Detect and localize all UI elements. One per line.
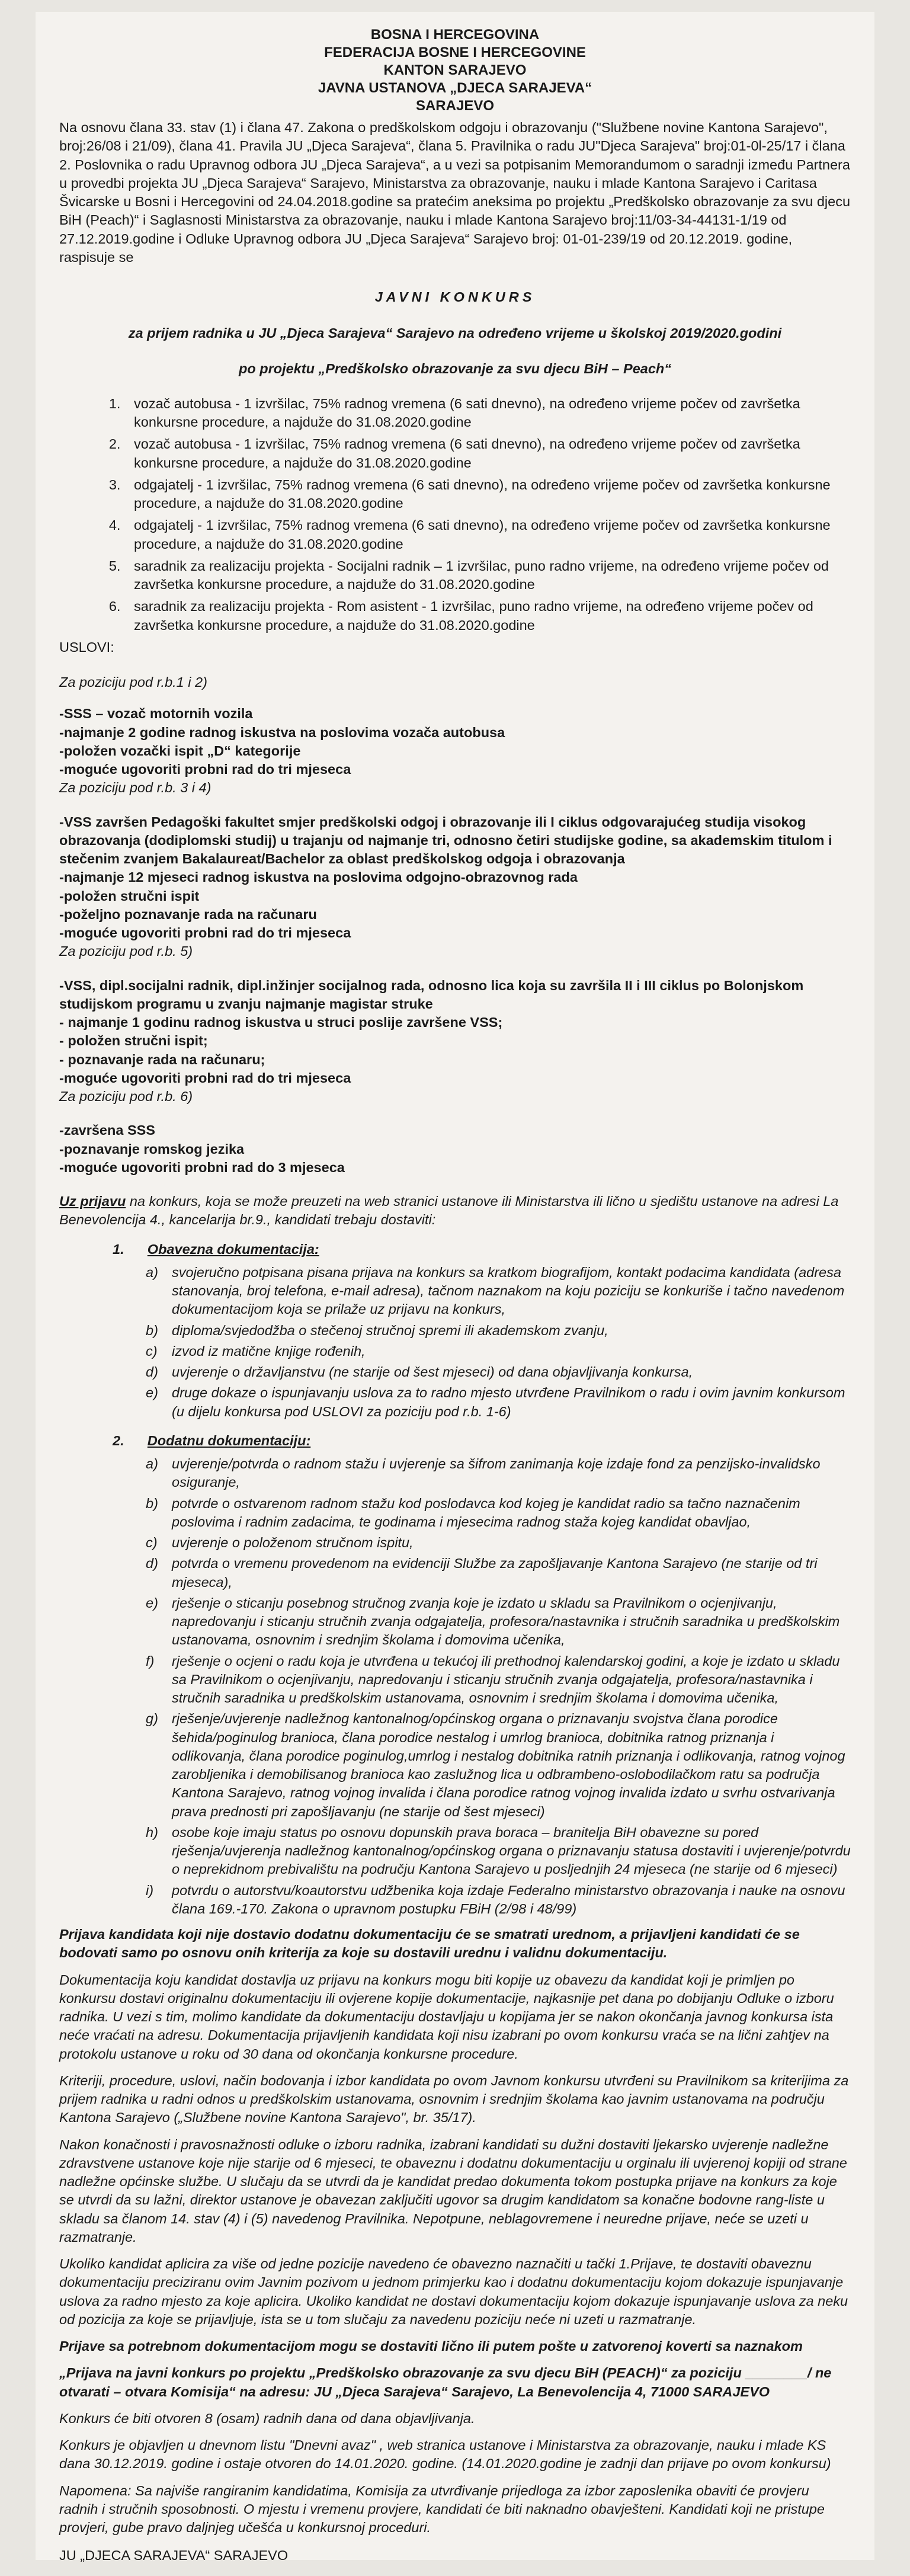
doc-item-text: potvrda o vremenu provedenom na evidenciji Službe za zapošljavanje Kantona Sarajevo (ne starije od tri mjeseca), [172,1556,818,1590]
doc-item-marker: e) [146,1595,158,1611]
additional-docs-heading [59,1432,851,1450]
doc-item-text: svojeručno potpisana pisana prijava na konkurs sa kratkom biografijom, kontakt podacima kandidata (adresa stanovanja, broj telefona, e-mail adresa), tačnom naznakom na koju poziciju se konkuriše i tačno navedenom dokumentacijom koja se prilaže uz prijavu na konkurs, [172,1264,845,1317]
header-city: SARAJEVO [415,98,495,114]
doc-item [146,1554,851,1592]
doc-item-text: potvrde o ostvarenom radnom stažu kod poslodavca kod kojeg je kandidat radio sa tačno naznačenim poslovima i radnim zadacima, te godinama i mjesecima radnog staža kojeg kandidat obavljao, [172,1495,800,1529]
doc-item [146,1823,851,1879]
requirement-line: -završena SSS [59,1122,155,1138]
doc-item-text: potvrdu o autorstvu/koautorstvu udžbenika koja izdaje Federalno ministarstvo obrazovanja i nauke na osnovu člana 169.-170. Zakona o upravnom postupku FBiH (2/98 i 48/99) [172,1882,845,1916]
intro-paragraph: Na osnovu člana 33. stav (1) i člana 47. Zakona o predškolskom odgoju i obrazovanju ("Službene novine Kantona Sarajevo", broj:26/08 i 21/09), člana 41. Pravila JU „Djeca Sarajeva“, člana 5. Pravilnika o radu JU"Djeca Sarajeva" broj:01-0l-25/17 i člana 2. Poslovnika o radu Upravnog odbora JU „Djeca Sarajeva“, a u vezi sa potpisanim Memorandumom o saradnji između Partnera u provedbi projekta JU „Djeca Sarajeva“ Sarajevo, Ministarstva za obrazovanje, nauku i mlade Kantona Sarajevo i Caritasa Švicarske u Bosni i Hercegovini od 24.04.2018.godine sa pratećim aneksima po projektu „Predškolsko obrazovanje za svu djecu BiH (Peach)“ i Saglasnosti Ministarstva za obrazovanje, nauku i mlade Kantona Sarajevo broj:11/03-34-44131-1/19 od 27.12.2019.godine i Odluke Upravnog odbora JU „Djeca Sarajeva“ Sarajevo broj: 01-01-239/19 od 20.12.2019. godine, raspisuje se [59,120,851,265]
mandatory-docs-heading [59,1240,851,1259]
mandatory-docs-number: 1. [113,1241,124,1257]
header-canton: KANTON SARAJEVO [383,62,527,78]
doc-item [146,1455,851,1492]
doc-item [146,1263,851,1319]
doc-item [146,1881,851,1919]
mandatory-docs-title: Obavezna dokumentacija: [147,1241,319,1257]
multiple-positions-paragraph: Ukoliko kandidat aplicira za više od jedne pozicije navedeno će obavezno naznačiti u tački 1.Prijave, te dostaviti obaveznu dokumentaciju preciziranu ovim Javnim pozivom u jednom primjerku kao i dodatnu dokumentaciju kojom dokazuje ispunjavanje uslova za radno mjesto za koje aplicira. Ukoliko kandidat ne dostavi dokumentaciju kojom dokazuje ispunjavanje uslova za neku od pozicija za koje se prijavljuje, ista se u tom slučaju za navedenu poziciju neće ni uzeti u razmatranje. [59,2256,848,2327]
header-federation: FEDERACIJA BOSNE I HERCEGOVINE [324,44,586,60]
doc-item-marker: b) [146,1322,158,1338]
open-duration: Konkurs će biti otvoren 8 (osam) radnih dana od dana objavljivanja. [59,2410,475,2426]
doc-item [146,1342,851,1361]
position-item: 3. odgajatelj - 1 izvršilac, 75% radnog vremena (6 sati dnevno), na određeno vrijeme počev od završetka konkursne procedure, a najduže do 31.08.2020.godine [124,476,851,513]
doc-item-marker: a) [146,1456,158,1471]
document-page [36,12,874,2564]
criteria-paragraph: Kriteriji, procedure, uslovi, način bodovanja i izbor kandidata po ovom Javnom konkursu utvrđeni su Pravilnikom sa kriterijima za prijem radnika u radni odnos u predškolskim ustanovama, osnovnim i srednjim školama kao javnim ustanovama na području Kantona Sarajevo („Službene novine Kantona Sarajevo", br. 35/17). [59,2072,849,2126]
doc-item-text: izvod iz matične knjige rođenih, [172,1343,366,1359]
doc-item-text: uvjerenje/potvrda o radnom stažu i uvjerenje sa šifrom zanimanja koje izdaje fond za penzijsko-invalidsko osiguranje, [172,1456,821,1490]
doc-item-text: rješenje o sticanju posebnog stručnog zvanja koje je izdato u skladu sa Pravilnikom o ocjenjivanju, napredovanju i sticanju stručnih zvanja odgajatelja, profesora/nastavnika i stručnih saradnika u predškolskim ustanovama, osnovnim i srednjim školama i domovima učenika, [172,1595,840,1648]
requirement-line: -SSS – vozač motornih vozila [59,706,253,722]
doc-item-marker: d) [146,1556,158,1572]
requirement-line: -moguće ugovoriti probni rad do 3 mjeseca [59,1159,345,1175]
requirement-line: -moguće ugovoriti probni rad do tri mjeseca [59,761,351,777]
requirement-line: - najmanje 1 godinu radnog iskustva u struci poslije završene VSS; [59,1015,503,1030]
doc-item [146,1594,851,1650]
document-subtitle: za prijem radnika u JU „Djeca Sarajeva“ Sarajevo na određeno vrijeme u školskoj 2019/2020.godini [128,325,782,341]
requirement-line: -položen vozački ispit „D“ kategorije [59,743,301,759]
requirement-line: -najmanje 12 mjeseci radnog iskustva na poslovima odgojno-obrazovnog rada [59,869,578,885]
signature-line: JU „DJECA SARAJEVA“ SARAJEVO [59,2548,289,2564]
doc-item-marker: b) [146,1495,158,1511]
requirements-block [59,977,851,1106]
req-group-label: Za poziciju pod r.b.1 i 2) [59,674,207,690]
requirement-line: -moguće ugovoriti probni rad do tri mjeseca [59,925,351,940]
position-item: 5. saradnik za realizaciju projekta - Socijalni radnik – 1 izvršilac, puno radno vrijeme, na određeno vrijeme počev od završetka konkursne procedure, a najduže do 31.08.2020.godine [124,557,851,594]
doc-item-marker: f) [146,1653,155,1669]
doc-item-text: uvjerenje o državljanstvu (ne starije od šest mjeseci) od dana objavljivanja konkursa, [172,1364,693,1380]
document-header [59,26,851,115]
doc-item-marker: d) [146,1364,158,1380]
requirement-line: -poželjno poznavanje rada na računaru [59,906,317,922]
doc-item [146,1495,851,1532]
doc-item-marker: c) [146,1343,158,1359]
doc-item-text: diploma/svjedodžba o stečenoj stručnoj spremi ili akademskom zvanju, [172,1322,608,1338]
doc-item-marker: e) [146,1385,158,1401]
requirements-block [59,705,851,797]
doc-item [146,1384,851,1421]
requirements-block [59,813,851,961]
requirement-line: -moguće ugovoriti probni rad do tri mjeseca [59,1070,351,1086]
after-selection-paragraph: Nakon konačnosti i pravosnažnosti odluke o izboru radnika, izabrani kandidati su dužni dostaviti ljekarsko uvjerenje nadležne zdravstvene ustanove koje nije starije od 6 mjeseci, te obaveznu i dodatnu dokumentaciju u orginalu ili uvjerenoj kopiji od strane nadležne općinske službe. U slučaju da se utvrdi da je kandidat predao dokumenta tokom postupka prijave na konkurs za koje se utvrdi da su lažni, direktor ustanove je obavezan zaključiti ugovor sa drugim kandidatom sa konačne bodovne rang-liste u skladu sa članom 14. stav (4) i (5) navedenog Pravilnika. Nepotpune, neblagovremene i neuredne prijave, neće se uzeti u razmatranje. [59,2136,847,2245]
req-group-label: Za poziciju pod r.b. 5) [59,943,193,959]
header-country: BOSNA I HERCEGOVINA [370,27,540,43]
requirements-block [59,1121,851,1177]
envelope-label: „Prijava na javni konkurs po projektu „Predškolsko obrazovanje za svu djecu BiH (PEACH)“ za poziciju ________/ ne otvarati – otvara Komisija“ na adresu: JU „Djeca Sarajeva“ Sarajevo, La Benevolencija 4, 71000 SARAJEVO [59,2365,832,2399]
bold-note: Prijava kandidata koji nije dostavio dodatnu dokumentaciju će se smatrati urednom, a prijavljeni kandidati će se bodovati samo po osnovu onih kriterija za koje su dostavili urednu i validnu dokumentaciju. [59,1927,800,1961]
additional-docs-list [59,1455,851,1918]
project-subtitle: po projektu „Predškolsko obrazovanje za svu djecu BiH – Peach“ [238,360,672,376]
document-title: JAVNI KONKURS [374,289,536,305]
requirement-line: -poznavanje romskog jezika [59,1141,245,1157]
req-group-label: Za poziciju pod r.b. 3 i 4) [59,780,212,796]
doc-item-text: osobe koje imaju status po osnovu dopunskih prava boraca – branitelja BiH obavezne su pored rješenja/uvjerenja nadležnog kantonalnog/općinskog organa o priznavanju statusa dostaviti i uvjerenje/potvrdu o neprekidnom prebivalištu na području Kantona Sarajevo u posljednjih 24 mjeseca (ne starije od 6 mjeseci) [172,1824,851,1877]
additional-docs-number: 2. [113,1432,124,1448]
publication-info: Konkurs je objavljen u dnevnom listu "Dnevni avaz" , web stranica ustanove i Ministarstva za obrazovanje, nauku i mlade KS dana 30.12.2019. godine i ostaje otvoren do 14.01.2020. godine. (14.01.2020.godine je zadnji dan prijave po ovom konkursu) [59,2437,831,2472]
mandatory-docs-list [59,1263,851,1421]
documents-copy-paragraph: Dokumentacija koju kandidat dostavlja uz prijavu na konkurs mogu biti kopije uz obavezu da kandidat koji je primljen po konkursu dostavi originalnu dokumentaciju ili ovjerene kopije dokumentacije, najkasnije pet dana po dobijanju Odluke o izboru radnika. U vezi s tim, molimo kandidate da dokumentaciju dostavljaju u kopijama jer se nakon okončanja javnog konkursa ista neće vraćati na adresu. Dokumentacija prijavljenih kandidata koji nisu izabrani po ovom konkursu vraća se na lični zahtjev na protokolu ustanove u roku od 30 dana od okončanja konkursne procedure. [59,1972,834,2062]
doc-item [146,1534,851,1552]
additional-docs-title: Dodatnu dokumentaciju: [147,1432,311,1448]
requirement-line: - poznavanje rada na računaru; [59,1051,265,1067]
doc-item-marker: h) [146,1824,158,1840]
doc-item [146,1710,851,1821]
napomena-note: Napomena: Sa najviše rangiranim kandidatima, Komisija za utvrđivanje prijedloga za izbor zaposlenika obaviti će provjeru radnih i stručnih sposobnosti. O mjestu i vremenu provjere, kandidati će biti naknadno obavješteni. Kandidati koji ne pristupe provjeri, gube pravo daljnjeg učešća u konkursnoj proceduri. [59,2482,825,2535]
position-item: 6. saradnik za realizaciju projekta - Rom asistent - 1 izvršilac, puno radno vrijeme, na određeno vrijeme počev od završetka konkursne procedure, a najduže do 31.08.2020.godine [124,597,851,635]
documents-intro [59,1192,851,1230]
submission-instruction: Prijave sa potrebnom dokumentacijom mogu se dostaviti lično ili putem pošte u zatvorenoj koverti sa naznakom [59,2338,803,2354]
positions-list [59,395,851,635]
position-item: 4. odgajatelj - 1 izvršilac, 75% radnog vremena (6 sati dnevno), na određeno vrijeme počev od završetka konkursne procedure, a najduže do 31.08.2020.godine [124,516,851,553]
doc-item [146,1363,851,1381]
req-group-label: Za poziciju pod r.b. 6) [59,1089,193,1104]
requirement-line: -VSS završen Pedagoški fakultet smjer predškolski odgoj i obrazovanje ili I ciklus odgovarajućeg studija visokog obrazovanja (dodiplomski studij) u trajanju od najmanje tri, odnosno četiri studijske godine, sa akademskim titulom i stečenim zvanjem Bakalaureat/Bachelor za oblast predškolskog odgoja i obrazovanja [59,814,832,866]
doc-item [146,1652,851,1708]
uslovi-label: USLOVI: [59,639,114,655]
position-item: 2. vozač autobusa - 1 izvršilac, 75% radnog vremena (6 sati dnevno), na određeno vrijeme počev od završetka konkursne procedure, a najduže do 31.08.2020.godine [124,435,851,472]
doc-item-marker: i) [146,1882,154,1898]
doc-item-marker: a) [146,1264,158,1280]
doc-item-text: uvjerenje o položenom stručnom ispitu, [172,1535,414,1550]
position-item: 1. vozač autobusa - 1 izvršilac, 75% radnog vremena (6 sati dnevno), na određeno vrijeme počev od završetka konkursne procedure, a najduže do 31.08.2020.godine [124,395,851,432]
requirement-line: -VSS, dipl.socijalni radnik, dipl.inžinjer socijalnog rada, odnosno lica koja su završila II i III ciklus po Bolonjskom studijskom programu u zvanju najmanje magistar struke [59,977,804,1012]
doc-item-text: rješenje o ocjeni o radu koja je utvrđena u tekućoj ili prethodnoj kalendarskoj godini, a koje je izdato u skladu sa Pravilnikom o ocjenjivanju, napredovanju i sticanju stručnih zvanja odgajatelja, profesora/nastavnika i stručnih saradnika u predškolskim ustanovama, osnovnim i srednjim školama i domovima učenika, [172,1653,840,1705]
doc-item-text: rješenje/uvjerenje nadležnog kantonalnog/općinskog organa o priznavanju svojstva člana porodice šehida/poginulog branioca, člana porodice nestalog i umrlog branioca, dobitnika ratnog priznanja i odlikovanja, člana porodice poginulog,umrlog i nestalog dobitnika ratnih priznanja i odlikovanja, ratnog vojnog zarobljenika i demobilisanog branioca kao zaslužnog lica u odbrambeno-oslobodilačkom ratu sa područja Kantona Sarajevo, ratnog vojnog invalida i člana porodice ratnog vojnog invalida izdato u svrhu ostvarivanja prava prednosti pri zapošljavanju (ne starije od šest mjeseci) [172,1711,845,1819]
doc-item [146,1321,851,1340]
requirement-line: - položen stručni ispit; [59,1033,208,1049]
doc-item-text: druge dokaze o ispunjavanju uslova za to radno mjesto utvrđene Pravilnikom o radu i ovim javnim konkursom (u dijelu konkursa pod USLOVI za poziciju pod r.b. 1-6) [172,1385,845,1419]
requirement-line: -najmanje 2 godine radnog iskustva na poslovima vozača autobusa [59,724,505,740]
header-institution: JAVNA USTANOVA „DJECA SARAJEVA“ [318,80,592,96]
uz-prijavu-text: na konkurs, koja se može preuzeti na web stranici ustanove ili Ministarstva ili lično u sjedištu ustanove na adresi La Benevolencija 4., kancelarija br.9., kandidati trebaju dostaviti: [59,1193,839,1228]
requirement-line: -položen stručni ispit [59,888,200,904]
doc-item-marker: g) [146,1711,158,1727]
doc-item-marker: c) [146,1535,158,1550]
uz-prijavu-lead: Uz prijavu [59,1193,126,1209]
